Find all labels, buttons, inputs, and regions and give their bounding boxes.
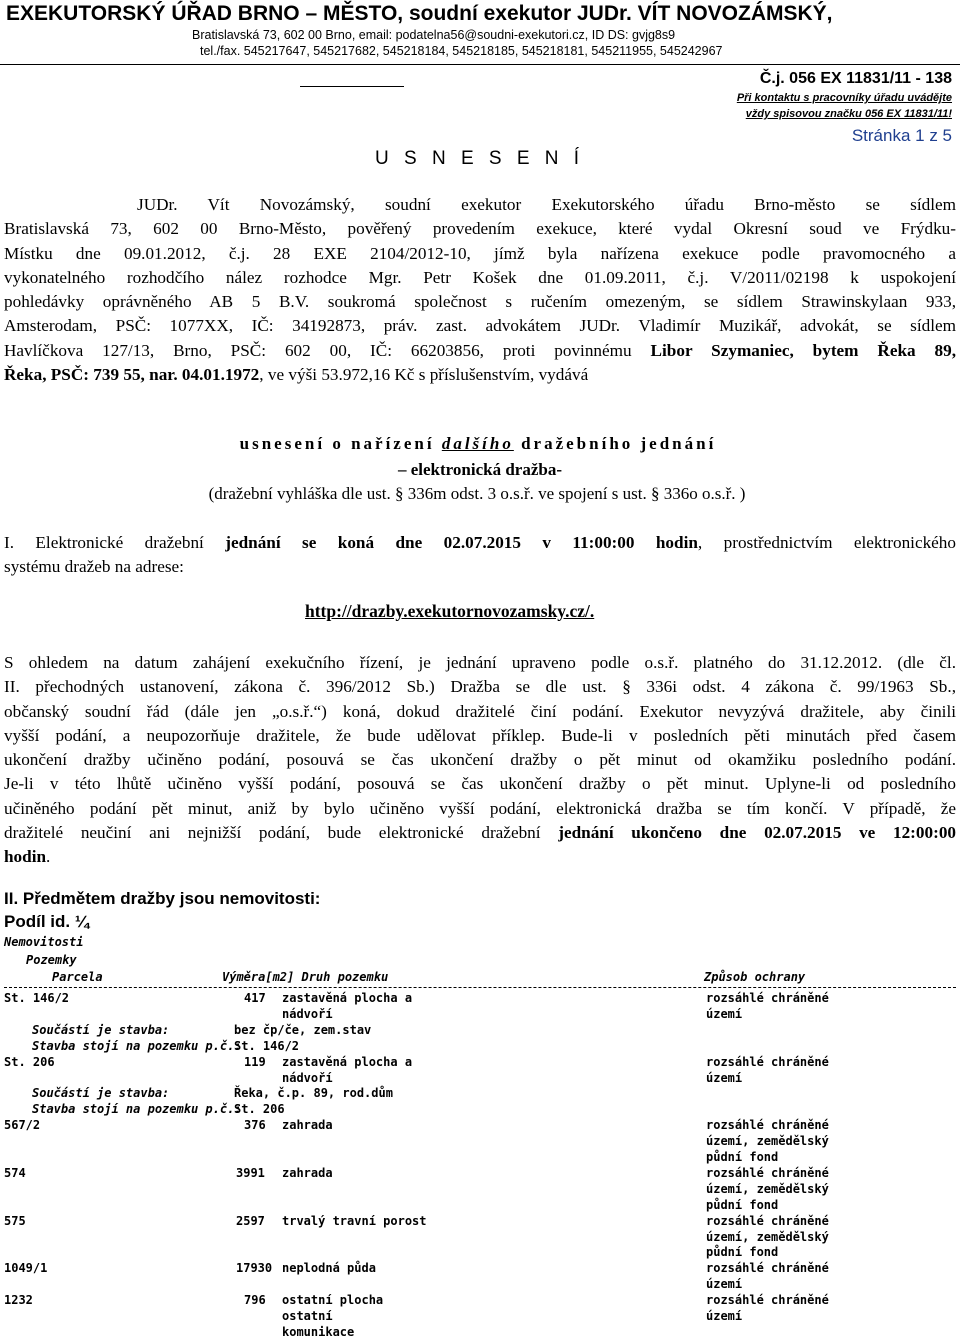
- building-info-label: Stavba stojí na pozemku p.č.:: [32, 1102, 242, 1117]
- auction-url-link[interactable]: http://drazby.exekutornovozamsky.cz/.: [305, 601, 595, 621]
- intro-line: Bratislavská 73, 602 00 Brno-Město, pověřený provedením exekuce, které vydal Okresní soud ve Frýdku-: [4, 219, 956, 239]
- debtor-address: Řeka, PSČ: 739 55, nar. 04.01.1972: [4, 365, 260, 385]
- parcel-protection: rozsáhlé chráněné: [706, 1293, 829, 1308]
- intro-line: vykonatelného rozhodčího nález rozhodce Mgr. Petr Košek dne 01.09.2011, č.j. V/2011/02198 k uspokojení: [4, 267, 956, 287]
- parcel-protection: rozsáhlé chráněné: [706, 1118, 829, 1133]
- intro-line: Amsterodam, PSČ: 1077XX, IČ: 34192873, práv. zast. advokátem JUDr. Vladimír Muzikář, advokát, se sídlem: [4, 316, 956, 336]
- table-header-parcel: Parcela: [52, 970, 103, 984]
- section-1-line: I. Elektronické dražební jednání se koná dne 02.07.2015 v 11:00:00 hodin, prostřednictvím elektronického: [4, 533, 956, 552]
- short-divider: [300, 86, 404, 87]
- rules-line: hodin.: [4, 847, 51, 867]
- parcel-area: 796: [244, 1293, 266, 1308]
- parcel-protection: rozsáhlé chráněné: [706, 1165, 829, 1180]
- resolution-heading: usnesení o nařízení dalšího dražebního jednání: [239, 434, 717, 453]
- rules-line: vyšší podání, a neupozorňuje dražitele, že bude udělovat příklep. Bude-li v posledních pěti minutách před časem: [4, 725, 956, 745]
- parcel-area: 376: [244, 1118, 266, 1133]
- share-label: Podíl id. ¼: [4, 912, 90, 931]
- parcel-type: trvalý travní porost: [282, 1213, 427, 1228]
- parcel-type: ostatní: [282, 1309, 333, 1323]
- resolution-legal-basis: (dražební vyhláška dle ust. § 336m odst. 3 o.s.ř. ve spojení s ust. § 336o o.s.ř. ): [208, 484, 746, 503]
- office-phones: tel./fax. 545217647, 545217682, 545218184, 545218185, 545218181, 545211955, 545242967: [200, 44, 723, 58]
- parcel-protection: půdní fond: [706, 1197, 779, 1212]
- parcel-area: 417: [244, 991, 266, 1005]
- rules-line: ukončení dražby učiněno podání, posouvá se čas ukončení dražby o pět minut od okamžiku posledního podání.: [4, 750, 956, 770]
- parcel-protection: rozsáhlé chráněné: [706, 991, 829, 1005]
- parcel-number: 574: [4, 1165, 26, 1180]
- parcel-number: 567/2: [4, 1118, 41, 1133]
- intro-line: Místku dne 09.01.2012, č.j. 28 EXE 2104/2012-10, jímž byla nařízena exekuce podle pravomocného a: [4, 243, 956, 263]
- parcel-type: zahrada: [282, 1118, 333, 1133]
- rules-line: občanský soudní řád (dále jen „o.s.ř.“) koná, dokud dražitelé činí podání. Exekutor nevyzývá dražitele, aby činili: [4, 701, 956, 721]
- building-info-label: Součástí je stavba:: [32, 1022, 170, 1037]
- parcel-number: 1232: [4, 1293, 33, 1308]
- building-info-label: Součástí je stavba:: [32, 1086, 170, 1101]
- rules-line: dražitelé neučiní ani nejnižší podání, bude elektronické dražební jednání ukončeno dne 02.07.2015 ve 12:00:00: [4, 823, 957, 843]
- property-table: [4, 935, 960, 1339]
- parcel-number: 1049/1: [4, 1261, 48, 1276]
- office-title: EXEKUTORSKÝ ÚŘAD BRNO – MĚSTO, soudní exekutor JUDr. VÍT NOVOZÁMSKÝ,: [6, 2, 833, 25]
- rules-line: učiněného podání pět minut, aniž by bylo učiněno vyšší podání, elektronická dražba se tím končí. V případě, že: [4, 798, 956, 818]
- building-info-label: Stavba stojí na pozemku p.č.:: [32, 1038, 242, 1053]
- intro-line: Řeka, PSČ: 739 55, nar. 04.01.1972, ve výši 53.972,16 Kč s příslušenstvím, vydává: [4, 365, 589, 385]
- contact-note-line1: Při kontaktu s pracovníky úřadu uvádějte: [736, 92, 952, 104]
- case-number: Č.j. 056 EX 11831/11 - 138: [759, 70, 952, 87]
- parcel-number: 575: [4, 1213, 26, 1228]
- parcel-type: zastavěná plocha a: [282, 1054, 413, 1069]
- parcel-number: St. 146/2: [4, 991, 70, 1005]
- section-1: [4, 531, 956, 580]
- rules-line: II. přechodných ustanovení, zákona č. 396/2012 Sb.) Dražba se dle ust. § 336i odst. 4 zákona č. 99/1963 Sb.,: [4, 677, 956, 697]
- parcel-protection: rozsáhlé chráněné: [706, 1261, 829, 1276]
- parcel-type: neplodná půda: [282, 1261, 376, 1276]
- parcel-protection: půdní fond: [706, 1150, 779, 1164]
- table-header-properties: Nemovitosti: [4, 935, 84, 949]
- parcel-protection: území, zemědělský: [706, 1181, 829, 1196]
- parcel-protection: rozsáhlé chráněné: [706, 1054, 829, 1069]
- auction-end: jednání ukončeno dne 02.07.2015 ve 12:00:00: [558, 823, 957, 843]
- parcel-type: ostatní plocha: [282, 1293, 384, 1308]
- document-title: U S N E S E N Í: [375, 148, 585, 169]
- parcel-type: zahrada: [282, 1165, 333, 1180]
- intro-line: pohledávky oprávněného AB 5 B.V. soukromá společnost s ručením omezeným, se sídlem Strawinskylaan 933,: [4, 292, 956, 312]
- page-number: Stránka 1 z 5: [851, 126, 952, 145]
- parcel-protection: území: [706, 1277, 743, 1292]
- building-info-value: bez čp/če, zem.stav: [234, 1022, 372, 1037]
- section-1-line: systému dražeb na adrese:: [4, 557, 184, 577]
- parcel-area: 2597: [236, 1213, 265, 1228]
- parcel-protection: území: [706, 1309, 743, 1323]
- parcel-type: zastavěná plocha a: [282, 991, 413, 1005]
- parcel-area: 17930: [236, 1261, 273, 1276]
- table-header-area-type: Výměra[m2] Druh pozemku: [222, 970, 389, 984]
- parcel-protection: půdní fond: [706, 1245, 779, 1260]
- debtor-name: Libor Szymaniec, bytem Řeka 89,: [650, 340, 957, 360]
- building-info-value: St. 146/2: [234, 1038, 300, 1053]
- contact-note-line2: vždy spisovou značku 056 EX 11831/11!: [745, 108, 952, 120]
- parcel-protection: území, zemědělský: [706, 1229, 829, 1244]
- rules-line: Je-li v této lhůtě učiněno vyšší podání, posouvá se čas ukončení dražby o pět minut. Uplyne-li od posledního: [4, 774, 956, 794]
- intro-line: JUDr. Vít Novozámský, soudní exekutor Exekutorského úřadu Brno-město se sídlem: [137, 195, 956, 214]
- resolution-subheading: – elektronická dražba-: [397, 460, 562, 479]
- rules-line: S ohledem na datum zahájení exekučního řízení, je jednání upraveno podle o.s.ř. platného do 31.12.2012. (dle čl.: [4, 653, 956, 672]
- rules-paragraph: [4, 651, 956, 870]
- building-info-value: Řeka, č.p. 89, rod.dům: [234, 1086, 393, 1101]
- parcel-type: komunikace: [282, 1324, 355, 1339]
- parcel-area: 119: [244, 1054, 266, 1069]
- table-header-rule: [4, 987, 956, 988]
- section-2-title: II. Předmětem dražby jsou nemovitosti:: [4, 889, 321, 908]
- parcel-type: nádvoří: [282, 1070, 333, 1085]
- table-header-lands: Pozemky: [26, 953, 77, 967]
- parcel-protection: území: [706, 1070, 743, 1085]
- resolution-further: dalšího: [441, 434, 514, 453]
- parcel-number: St. 206: [4, 1054, 55, 1069]
- parcel-protection: území: [706, 1006, 743, 1021]
- parcel-type: nádvoří: [282, 1006, 333, 1021]
- table-header-protection: Způsob ochrany: [704, 970, 806, 984]
- intro-line: Havlíčkova 127/13, Brno, PSČ: 602 00, IČ: 66203856, proti povinnému Libor Szymaniec, bytem Řeka 89,: [4, 340, 957, 360]
- office-address: Bratislavská 73, 602 00 Brno, email: podatelna56@soudni-exekutori.cz, ID DS: gvjg8s9: [192, 28, 676, 42]
- intro-paragraph: [4, 193, 956, 387]
- parcel-protection: území, zemědělský: [706, 1134, 829, 1149]
- auction-start: jednání se koná dne 02.07.2015 v 11:00:00 hodin: [225, 533, 698, 552]
- parcel-protection: rozsáhlé chráněné: [706, 1213, 829, 1228]
- parcel-area: 3991: [236, 1165, 265, 1180]
- building-info-value: St. 206: [234, 1102, 285, 1117]
- header-divider: [0, 64, 960, 65]
